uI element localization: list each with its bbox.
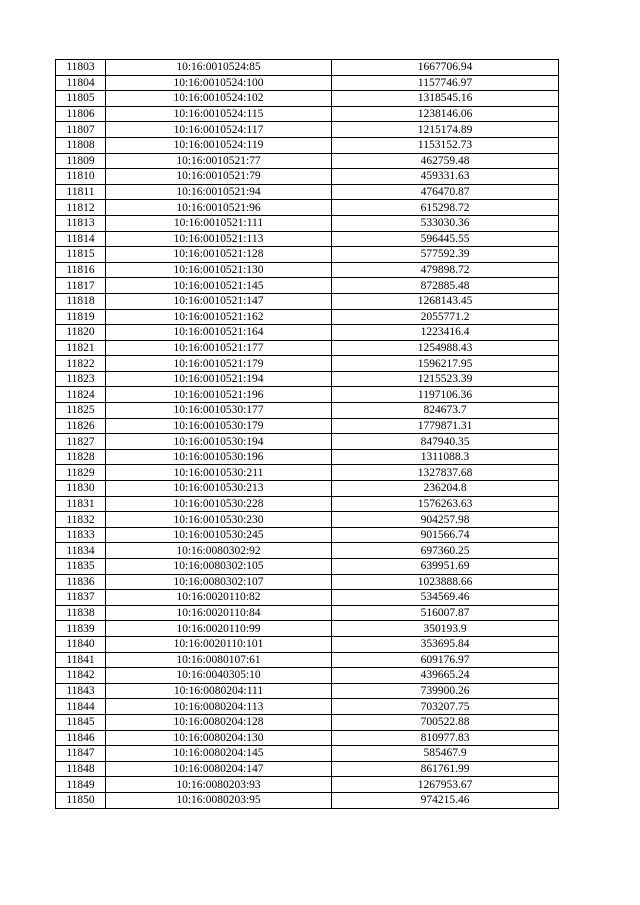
row-number-cell: 11831: [56, 496, 106, 512]
cadastral-number-cell: 10:16:0010530:230: [106, 512, 332, 528]
cadastral-number-cell: 10:16:0010524:85: [106, 60, 332, 76]
cadastral-number-cell: 10:16:0010524:117: [106, 122, 332, 138]
value-cell: 824673.7: [332, 403, 559, 419]
table-row: [56, 730, 559, 746]
cadastral-number-cell: 10:16:0020110:101: [106, 636, 332, 652]
row-number-cell: 11809: [56, 153, 106, 169]
value-cell: 1267953.67: [332, 777, 559, 793]
cadastral-number-cell: 10:16:0010521:164: [106, 325, 332, 341]
row-number-cell: 11824: [56, 387, 106, 403]
cadastral-number-cell: 10:16:0010530:196: [106, 449, 332, 465]
table-row: [56, 636, 559, 652]
table-row: [56, 449, 559, 465]
cadastral-number-cell: 10:16:0010521:94: [106, 184, 332, 200]
table-row: [56, 278, 559, 294]
value-cell: 350193.9: [332, 621, 559, 637]
row-number-cell: 11838: [56, 605, 106, 621]
row-number-cell: 11805: [56, 91, 106, 107]
row-number-cell: 11825: [56, 403, 106, 419]
cadastral-number-cell: 10:16:0010521:96: [106, 200, 332, 216]
table-row: [56, 122, 559, 138]
row-number-cell: 11839: [56, 621, 106, 637]
row-number-cell: 11822: [56, 356, 106, 372]
value-cell: 697360.25: [332, 543, 559, 559]
value-cell: 1215523.39: [332, 371, 559, 387]
value-cell: 1667706.94: [332, 60, 559, 76]
cadastral-number-cell: 10:16:0080107:61: [106, 652, 332, 668]
table-row: [56, 309, 559, 325]
table-row: [56, 106, 559, 122]
row-number-cell: 11840: [56, 636, 106, 652]
cadastral-number-cell: 10:16:0080302:105: [106, 559, 332, 575]
cadastral-number-cell: 10:16:0080203:93: [106, 777, 332, 793]
cadastral-number-cell: 10:16:0010530:194: [106, 434, 332, 450]
value-cell: 615298.72: [332, 200, 559, 216]
value-cell: 534569.46: [332, 590, 559, 606]
table-row: [56, 792, 559, 808]
value-cell: 533030.36: [332, 215, 559, 231]
table-row: [56, 559, 559, 575]
value-cell: 1254988.43: [332, 340, 559, 356]
cadastral-number-cell: 10:16:0010530:245: [106, 527, 332, 543]
row-number-cell: 11844: [56, 699, 106, 715]
row-number-cell: 11816: [56, 262, 106, 278]
value-cell: 585467.9: [332, 746, 559, 762]
cadastral-number-cell: 10:16:0010524:115: [106, 106, 332, 122]
value-cell: 1318545.16: [332, 91, 559, 107]
row-number-cell: 11821: [56, 340, 106, 356]
row-number-cell: 11850: [56, 792, 106, 808]
data-table: [55, 59, 559, 809]
cadastral-number-cell: 10:16:0080203:95: [106, 792, 332, 808]
table-row: [56, 496, 559, 512]
table-row: [56, 683, 559, 699]
table-row: [56, 153, 559, 169]
value-cell: 1596217.95: [332, 356, 559, 372]
value-cell: 1215174.89: [332, 122, 559, 138]
value-cell: 439665.24: [332, 668, 559, 684]
row-number-cell: 11833: [56, 527, 106, 543]
row-number-cell: 11842: [56, 668, 106, 684]
row-number-cell: 11845: [56, 714, 106, 730]
table-row: [56, 714, 559, 730]
value-cell: 459331.63: [332, 169, 559, 185]
row-number-cell: 11829: [56, 465, 106, 481]
cadastral-number-cell: 10:16:0010521:113: [106, 231, 332, 247]
table-row: [56, 200, 559, 216]
table-row: [56, 746, 559, 762]
cadastral-number-cell: 10:16:0080204:130: [106, 730, 332, 746]
value-cell: 810977.83: [332, 730, 559, 746]
cadastral-number-cell: 10:16:0080204:145: [106, 746, 332, 762]
value-cell: 577592.39: [332, 247, 559, 263]
cadastral-number-cell: 10:16:0020110:82: [106, 590, 332, 606]
cadastral-number-cell: 10:16:0010521:79: [106, 169, 332, 185]
row-number-cell: 11836: [56, 574, 106, 590]
row-number-cell: 11827: [56, 434, 106, 450]
table-row: [56, 668, 559, 684]
value-cell: 1223416.4: [332, 325, 559, 341]
table-row: [56, 590, 559, 606]
table-row: [56, 325, 559, 341]
table-row: [56, 75, 559, 91]
value-cell: 974215.46: [332, 792, 559, 808]
table-row: [56, 91, 559, 107]
cadastral-number-cell: 10:16:0010521:128: [106, 247, 332, 263]
row-number-cell: 11812: [56, 200, 106, 216]
value-cell: 1327837.68: [332, 465, 559, 481]
row-number-cell: 11830: [56, 481, 106, 497]
table-row: [56, 247, 559, 263]
cadastral-number-cell: 10:16:0010521:77: [106, 153, 332, 169]
cadastral-number-cell: 10:16:0010524:102: [106, 91, 332, 107]
value-cell: 1576263.63: [332, 496, 559, 512]
cadastral-number-cell: 10:16:0080302:107: [106, 574, 332, 590]
row-number-cell: 11846: [56, 730, 106, 746]
table-body: [56, 60, 559, 809]
value-cell: 872885.48: [332, 278, 559, 294]
row-number-cell: 11804: [56, 75, 106, 91]
table-row: [56, 371, 559, 387]
value-cell: 703207.75: [332, 699, 559, 715]
cadastral-number-cell: 10:16:0010530:211: [106, 465, 332, 481]
value-cell: 1023888.66: [332, 574, 559, 590]
table-row: [56, 137, 559, 153]
row-number-cell: 11810: [56, 169, 106, 185]
row-number-cell: 11814: [56, 231, 106, 247]
row-number-cell: 11841: [56, 652, 106, 668]
table-row: [56, 761, 559, 777]
row-number-cell: 11849: [56, 777, 106, 793]
value-cell: 476470.87: [332, 184, 559, 200]
value-cell: 1153152.73: [332, 137, 559, 153]
value-cell: 1779871.31: [332, 418, 559, 434]
cadastral-number-cell: 10:16:0010521:196: [106, 387, 332, 403]
value-cell: 1311088.3: [332, 449, 559, 465]
table-row: [56, 621, 559, 637]
table-row: [56, 465, 559, 481]
value-cell: 847940.35: [332, 434, 559, 450]
row-number-cell: 11818: [56, 293, 106, 309]
cadastral-number-cell: 10:16:0080204:113: [106, 699, 332, 715]
table-row: [56, 262, 559, 278]
cadastral-number-cell: 10:16:0080204:111: [106, 683, 332, 699]
table-row: [56, 481, 559, 497]
table-row: [56, 169, 559, 185]
table-row: [56, 605, 559, 621]
table-row: [56, 527, 559, 543]
cadastral-number-cell: 10:16:0010524:100: [106, 75, 332, 91]
row-number-cell: 11823: [56, 371, 106, 387]
row-number-cell: 11813: [56, 215, 106, 231]
value-cell: 596445.55: [332, 231, 559, 247]
value-cell: 700522.88: [332, 714, 559, 730]
value-cell: 1197106.36: [332, 387, 559, 403]
value-cell: 1268143.45: [332, 293, 559, 309]
value-cell: 479898.72: [332, 262, 559, 278]
row-number-cell: 11815: [56, 247, 106, 263]
row-number-cell: 11806: [56, 106, 106, 122]
value-cell: 1157746.97: [332, 75, 559, 91]
table-row: [56, 699, 559, 715]
value-cell: 2055771.2: [332, 309, 559, 325]
table-row: [56, 574, 559, 590]
row-number-cell: 11832: [56, 512, 106, 528]
table-row: [56, 293, 559, 309]
value-cell: 462759.48: [332, 153, 559, 169]
row-number-cell: 11817: [56, 278, 106, 294]
cadastral-number-cell: 10:16:0010521:177: [106, 340, 332, 356]
cadastral-number-cell: 10:16:0020110:99: [106, 621, 332, 637]
row-number-cell: 11843: [56, 683, 106, 699]
table-row: [56, 215, 559, 231]
cadastral-number-cell: 10:16:0010524:119: [106, 137, 332, 153]
cadastral-number-cell: 10:16:0010521:145: [106, 278, 332, 294]
row-number-cell: 11807: [56, 122, 106, 138]
row-number-cell: 11808: [56, 137, 106, 153]
value-cell: 861761.99: [332, 761, 559, 777]
cadastral-number-cell: 10:16:0010530:228: [106, 496, 332, 512]
value-cell: 516007.87: [332, 605, 559, 621]
value-cell: 1238146.06: [332, 106, 559, 122]
row-number-cell: 11820: [56, 325, 106, 341]
row-number-cell: 11848: [56, 761, 106, 777]
table-row: [56, 512, 559, 528]
table-row: [56, 652, 559, 668]
cadastral-number-cell: 10:16:0010530:213: [106, 481, 332, 497]
table-row: [56, 777, 559, 793]
value-cell: 904257.98: [332, 512, 559, 528]
cadastral-number-cell: 10:16:0020110:84: [106, 605, 332, 621]
row-number-cell: 11819: [56, 309, 106, 325]
cadastral-number-cell: 10:16:0010521:147: [106, 293, 332, 309]
value-cell: 353695.84: [332, 636, 559, 652]
table-row: [56, 184, 559, 200]
table-row: [56, 231, 559, 247]
cadastral-number-cell: 10:16:0010521:111: [106, 215, 332, 231]
cadastral-number-cell: 10:16:0010530:179: [106, 418, 332, 434]
cadastral-number-cell: 10:16:0080204:147: [106, 761, 332, 777]
row-number-cell: 11811: [56, 184, 106, 200]
value-cell: 901566.74: [332, 527, 559, 543]
cadastral-number-cell: 10:16:0010521:130: [106, 262, 332, 278]
cadastral-number-cell: 10:16:0080204:128: [106, 714, 332, 730]
table-row: [56, 387, 559, 403]
row-number-cell: 11837: [56, 590, 106, 606]
table-row: [56, 340, 559, 356]
row-number-cell: 11835: [56, 559, 106, 575]
cadastral-number-cell: 10:16:0040305:10: [106, 668, 332, 684]
row-number-cell: 11828: [56, 449, 106, 465]
value-cell: 739900.26: [332, 683, 559, 699]
cadastral-number-cell: 10:16:0080302:92: [106, 543, 332, 559]
cadastral-number-cell: 10:16:0010530:177: [106, 403, 332, 419]
value-cell: 609176.97: [332, 652, 559, 668]
row-number-cell: 11847: [56, 746, 106, 762]
table-row: [56, 60, 559, 76]
table-row: [56, 543, 559, 559]
value-cell: 639951.69: [332, 559, 559, 575]
cadastral-number-cell: 10:16:0010521:194: [106, 371, 332, 387]
table-row: [56, 356, 559, 372]
cadastral-number-cell: 10:16:0010521:179: [106, 356, 332, 372]
table-row: [56, 434, 559, 450]
cadastral-number-cell: 10:16:0010521:162: [106, 309, 332, 325]
table-row: [56, 403, 559, 419]
row-number-cell: 11826: [56, 418, 106, 434]
row-number-cell: 11803: [56, 60, 106, 76]
table-row: [56, 418, 559, 434]
row-number-cell: 11834: [56, 543, 106, 559]
value-cell: 236204.8: [332, 481, 559, 497]
